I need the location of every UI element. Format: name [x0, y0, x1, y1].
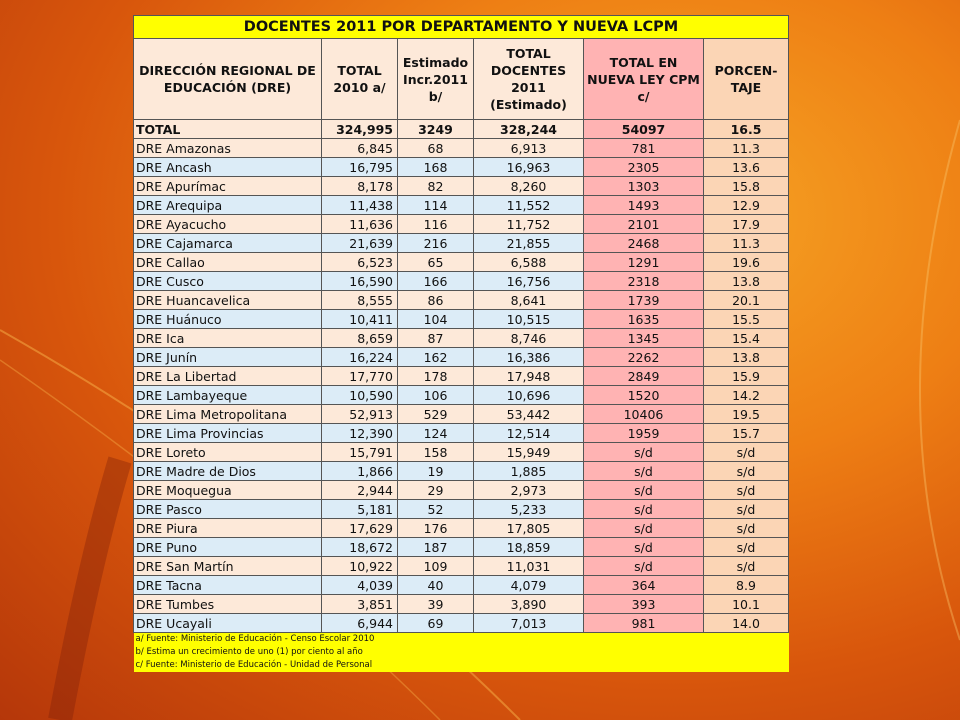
row-total-2010: 6,845: [322, 139, 398, 158]
row-nueva-ley: 1345: [584, 329, 704, 348]
row-porcentaje: 20.1: [704, 291, 789, 310]
row-porcentaje: 10.1: [704, 595, 789, 614]
table-row: [134, 557, 789, 576]
row-total-2010: 6,523: [322, 253, 398, 272]
row-total-2011: 3,890: [474, 595, 584, 614]
row-name: DRE Tacna: [134, 576, 322, 595]
row-porcentaje: s/d: [704, 557, 789, 576]
row-total-2011: 6,913: [474, 139, 584, 158]
row-incr: 65: [398, 253, 474, 272]
row-name: DRE Huánuco: [134, 310, 322, 329]
row-incr: 158: [398, 443, 474, 462]
row-total-2010: 11,438: [322, 196, 398, 215]
row-total-2011: 12,514: [474, 424, 584, 443]
row-incr: 529: [398, 405, 474, 424]
row-total-2010: 17,629: [322, 519, 398, 538]
row-total-2011: 17,948: [474, 367, 584, 386]
row-total-2010: 8,659: [322, 329, 398, 348]
row-nueva-ley: 10406: [584, 405, 704, 424]
row-porcentaje: 15.5: [704, 310, 789, 329]
row-name: DRE Madre de Dios: [134, 462, 322, 481]
table-row: [134, 310, 789, 329]
table-row: [134, 348, 789, 367]
row-total-2010: 17,770: [322, 367, 398, 386]
teachers-table: [133, 15, 789, 672]
row-incr: 216: [398, 234, 474, 253]
row-porcentaje: 15.4: [704, 329, 789, 348]
row-incr: 166: [398, 272, 474, 291]
row-incr: 176: [398, 519, 474, 538]
header-total-2011: TOTAL DOCENTES 2011 (Estimado): [474, 39, 584, 120]
row-total-2011: 17,805: [474, 519, 584, 538]
row-porcentaje: 15.7: [704, 424, 789, 443]
total-pct: 16.5: [704, 120, 789, 139]
row-nueva-ley: 1303: [584, 177, 704, 196]
row-porcentaje: 14.2: [704, 386, 789, 405]
row-total-2011: 7,013: [474, 614, 584, 633]
row-total-2010: 3,851: [322, 595, 398, 614]
header-nueva-ley: TOTAL EN NUEVA LEY CPM c/: [584, 39, 704, 120]
row-total-2011: 16,756: [474, 272, 584, 291]
total-2010: 324,995: [322, 120, 398, 139]
table-row: [134, 177, 789, 196]
table-row: [134, 291, 789, 310]
row-name: DRE Lima Provincias: [134, 424, 322, 443]
row-nueva-ley: 981: [584, 614, 704, 633]
row-name: DRE Ayacucho: [134, 215, 322, 234]
row-name: DRE Ucayali: [134, 614, 322, 633]
row-porcentaje: 15.8: [704, 177, 789, 196]
header-porcentaje: PORCEN- TAJE: [704, 39, 789, 120]
row-incr: 114: [398, 196, 474, 215]
footnote-c: c/ Fuente: Ministerio de Educación - Unidad de Personal: [134, 659, 789, 672]
row-nueva-ley: 1959: [584, 424, 704, 443]
table-row: [134, 196, 789, 215]
row-incr: 82: [398, 177, 474, 196]
table-row: [134, 538, 789, 557]
table-row: [134, 424, 789, 443]
row-nueva-ley: s/d: [584, 538, 704, 557]
table-row: [134, 576, 789, 595]
row-name: DRE Piura: [134, 519, 322, 538]
row-total-2010: 15,791: [322, 443, 398, 462]
row-total-2011: 18,859: [474, 538, 584, 557]
table-row: [134, 443, 789, 462]
row-nueva-ley: 2305: [584, 158, 704, 177]
row-incr: 19: [398, 462, 474, 481]
total-row: [134, 120, 789, 139]
row-total-2010: 16,795: [322, 158, 398, 177]
footnote-a: a/ Fuente: Ministerio de Educación - Censo Escolar 2010: [134, 633, 789, 647]
row-nueva-ley: 364: [584, 576, 704, 595]
row-nueva-ley: s/d: [584, 500, 704, 519]
row-nueva-ley: 1739: [584, 291, 704, 310]
row-name: DRE Lambayeque: [134, 386, 322, 405]
row-porcentaje: 17.9: [704, 215, 789, 234]
table-title: DOCENTES 2011 POR DEPARTAMENTO Y NUEVA LCPM: [134, 16, 789, 39]
row-porcentaje: 14.0: [704, 614, 789, 633]
row-incr: 68: [398, 139, 474, 158]
table-row: [134, 481, 789, 500]
row-total-2011: 2,973: [474, 481, 584, 500]
row-total-2010: 21,639: [322, 234, 398, 253]
row-total-2011: 11,752: [474, 215, 584, 234]
table-row: [134, 253, 789, 272]
row-porcentaje: 19.5: [704, 405, 789, 424]
table-row: [134, 519, 789, 538]
row-total-2010: 10,922: [322, 557, 398, 576]
row-name: DRE Cajamarca: [134, 234, 322, 253]
table-row: [134, 367, 789, 386]
header-estimado: Estimado Incr.2011 b/: [398, 39, 474, 120]
table-row: [134, 462, 789, 481]
table-row: [134, 386, 789, 405]
total-label: TOTAL: [134, 120, 322, 139]
row-total-2010: 11,636: [322, 215, 398, 234]
row-total-2011: 10,696: [474, 386, 584, 405]
row-name: DRE Pasco: [134, 500, 322, 519]
row-total-2010: 12,390: [322, 424, 398, 443]
row-total-2010: 8,178: [322, 177, 398, 196]
table-row: [134, 234, 789, 253]
row-total-2010: 8,555: [322, 291, 398, 310]
total-ley: 54097: [584, 120, 704, 139]
row-incr: 116: [398, 215, 474, 234]
row-incr: 87: [398, 329, 474, 348]
table-row: [134, 405, 789, 424]
row-incr: 39: [398, 595, 474, 614]
table-row: [134, 329, 789, 348]
row-incr: 124: [398, 424, 474, 443]
row-total-2011: 5,233: [474, 500, 584, 519]
row-incr: 178: [398, 367, 474, 386]
row-total-2011: 4,079: [474, 576, 584, 595]
row-porcentaje: 8.9: [704, 576, 789, 595]
row-total-2011: 6,588: [474, 253, 584, 272]
row-total-2011: 10,515: [474, 310, 584, 329]
row-nueva-ley: 2262: [584, 348, 704, 367]
row-total-2010: 16,590: [322, 272, 398, 291]
row-incr: 168: [398, 158, 474, 177]
total-2011: 328,244: [474, 120, 584, 139]
row-total-2010: 52,913: [322, 405, 398, 424]
row-total-2011: 8,641: [474, 291, 584, 310]
row-incr: 109: [398, 557, 474, 576]
row-name: DRE Huancavelica: [134, 291, 322, 310]
row-total-2011: 8,746: [474, 329, 584, 348]
row-incr: 40: [398, 576, 474, 595]
row-porcentaje: s/d: [704, 481, 789, 500]
row-nueva-ley: 2101: [584, 215, 704, 234]
row-incr: 162: [398, 348, 474, 367]
row-nueva-ley: 1291: [584, 253, 704, 272]
row-total-2010: 4,039: [322, 576, 398, 595]
row-total-2010: 6,944: [322, 614, 398, 633]
row-name: DRE Amazonas: [134, 139, 322, 158]
row-nueva-ley: 2318: [584, 272, 704, 291]
row-name: DRE Tumbes: [134, 595, 322, 614]
row-porcentaje: 13.6: [704, 158, 789, 177]
row-name: DRE Puno: [134, 538, 322, 557]
row-total-2011: 1,885: [474, 462, 584, 481]
table-row: [134, 595, 789, 614]
table-row: [134, 158, 789, 177]
row-nueva-ley: s/d: [584, 462, 704, 481]
row-porcentaje: s/d: [704, 500, 789, 519]
row-name: DRE Junín: [134, 348, 322, 367]
row-total-2011: 16,963: [474, 158, 584, 177]
total-incr: 3249: [398, 120, 474, 139]
row-name: DRE Callao: [134, 253, 322, 272]
row-incr: 106: [398, 386, 474, 405]
table-row: [134, 215, 789, 234]
row-name: DRE Ancash: [134, 158, 322, 177]
row-porcentaje: s/d: [704, 443, 789, 462]
row-incr: 52: [398, 500, 474, 519]
row-name: DRE Arequipa: [134, 196, 322, 215]
row-incr: 29: [398, 481, 474, 500]
row-total-2010: 1,866: [322, 462, 398, 481]
row-total-2010: 5,181: [322, 500, 398, 519]
row-porcentaje: s/d: [704, 538, 789, 557]
row-name: DRE Loreto: [134, 443, 322, 462]
row-name: DRE San Martín: [134, 557, 322, 576]
row-total-2011: 53,442: [474, 405, 584, 424]
row-total-2010: 16,224: [322, 348, 398, 367]
row-nueva-ley: 393: [584, 595, 704, 614]
row-nueva-ley: s/d: [584, 557, 704, 576]
row-total-2011: 11,031: [474, 557, 584, 576]
row-nueva-ley: 2468: [584, 234, 704, 253]
row-nueva-ley: 1635: [584, 310, 704, 329]
row-incr: 69: [398, 614, 474, 633]
row-porcentaje: 13.8: [704, 348, 789, 367]
row-total-2011: 15,949: [474, 443, 584, 462]
header-dre: DIRECCIÓN REGIONAL DE EDUCACIÓN (DRE): [134, 39, 322, 120]
table-row: [134, 614, 789, 633]
row-total-2010: 18,672: [322, 538, 398, 557]
row-name: DRE Lima Metropolitana: [134, 405, 322, 424]
row-total-2011: 16,386: [474, 348, 584, 367]
row-incr: 187: [398, 538, 474, 557]
row-nueva-ley: 781: [584, 139, 704, 158]
row-total-2011: 8,260: [474, 177, 584, 196]
row-name: DRE Ica: [134, 329, 322, 348]
row-total-2010: 10,411: [322, 310, 398, 329]
row-nueva-ley: 2849: [584, 367, 704, 386]
row-porcentaje: 19.6: [704, 253, 789, 272]
row-nueva-ley: s/d: [584, 519, 704, 538]
row-porcentaje: 15.9: [704, 367, 789, 386]
row-name: DRE Apurímac: [134, 177, 322, 196]
row-total-2010: 2,944: [322, 481, 398, 500]
row-total-2010: 10,590: [322, 386, 398, 405]
row-incr: 104: [398, 310, 474, 329]
row-porcentaje: 11.3: [704, 139, 789, 158]
footnote-b: b/ Estima un crecimiento de uno (1) por ciento al año: [134, 646, 789, 659]
teachers-table-container: [133, 15, 788, 672]
table-row: [134, 139, 789, 158]
table-row: [134, 500, 789, 519]
row-porcentaje: s/d: [704, 462, 789, 481]
row-name: DRE La Libertad: [134, 367, 322, 386]
table-row: [134, 272, 789, 291]
row-porcentaje: 12.9: [704, 196, 789, 215]
row-name: DRE Moquegua: [134, 481, 322, 500]
header-total-2010: TOTAL 2010 a/: [322, 39, 398, 120]
row-name: DRE Cusco: [134, 272, 322, 291]
row-nueva-ley: s/d: [584, 481, 704, 500]
row-total-2011: 11,552: [474, 196, 584, 215]
row-nueva-ley: 1493: [584, 196, 704, 215]
row-porcentaje: 13.8: [704, 272, 789, 291]
row-nueva-ley: 1520: [584, 386, 704, 405]
row-porcentaje: s/d: [704, 519, 789, 538]
row-total-2011: 21,855: [474, 234, 584, 253]
row-porcentaje: 11.3: [704, 234, 789, 253]
row-incr: 86: [398, 291, 474, 310]
row-nueva-ley: s/d: [584, 443, 704, 462]
